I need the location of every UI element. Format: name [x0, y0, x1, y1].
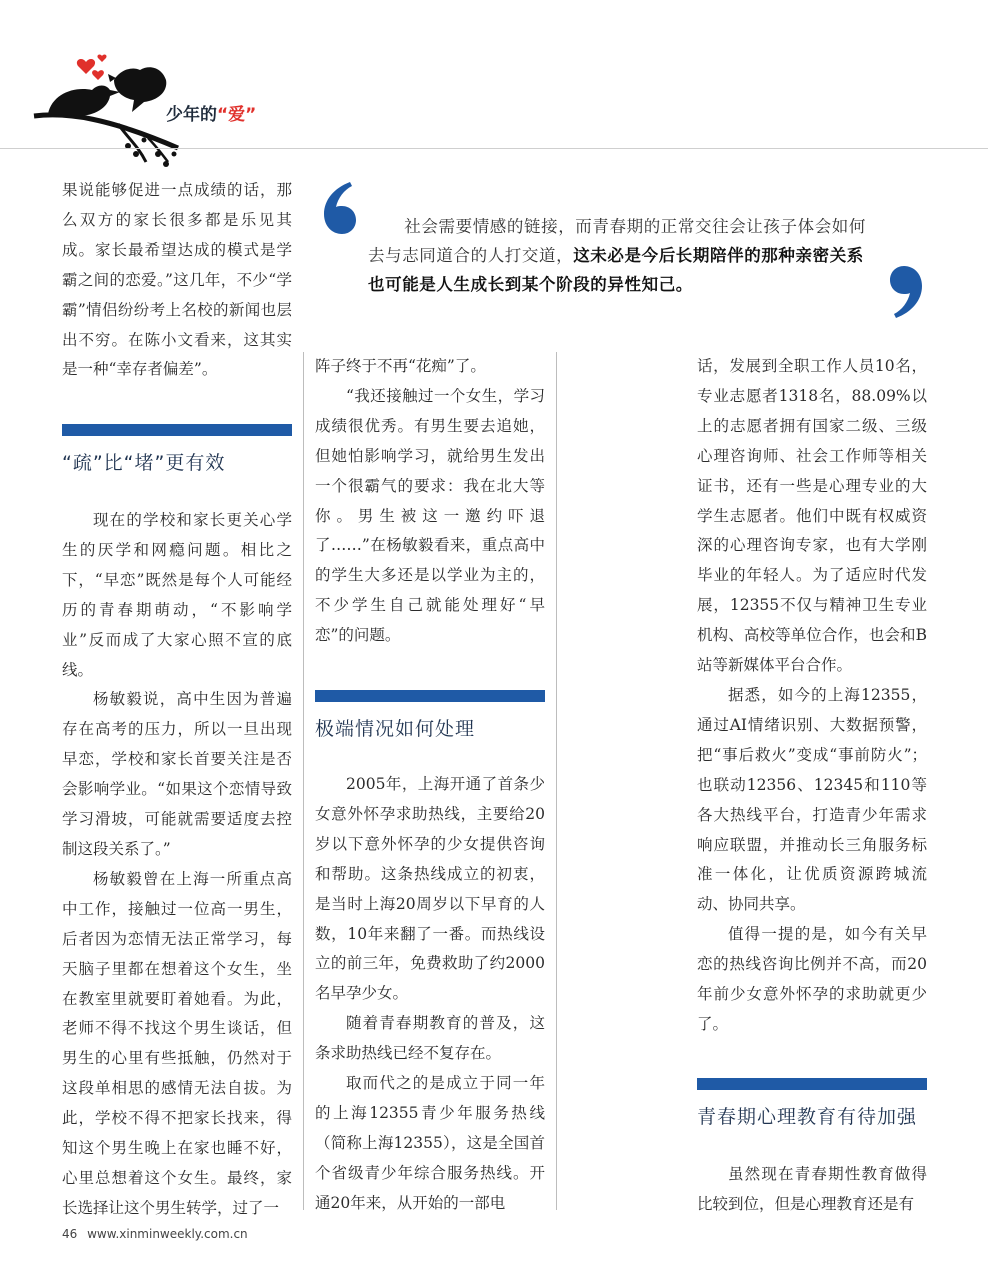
heading-bar — [62, 424, 292, 436]
column-3-body — [697, 1160, 927, 1220]
column-1-top — [62, 176, 292, 385]
section-heading: 极端情况如何处理 — [315, 718, 476, 740]
paragraph: 2005年，上海开通了首条少女意外怀孕求助热线，主要给20岁以下意外怀孕的少女提供咨询和帮助。这条热线成立的初衷，是当时上海20周岁以下早育的人数，10年来翻了一番。而热线设立的前三年，免费救助了约2000名早孕少女。 — [315, 775, 545, 1003]
column-2-top — [315, 352, 545, 651]
paragraph: 现在的学校和家长更关心学生的厌学和网瘾问题。相比之下，“早恋”既然是每个人可能经历的青春期萌动，“不影响学业”反而成了大家心照不宣的底线。 — [62, 511, 292, 679]
paragraph: 值得一提的是，如今有关早恋的热线咨询比例并不高，而20年前少女意外怀孕的求助就更少了。 — [697, 925, 927, 1033]
column-2-body — [315, 770, 545, 1219]
paragraph: 杨敏毅说，高中生因为普遍存在高考的压力，所以一旦出现早恋，学校和家长首要关注是否会影响学业。“如果这个恋情导致学习滑坡，可能就需要适度去控制这段关系了。” — [62, 690, 292, 858]
paragraph: 据悉，如今的上海12355，通过AI情绪识别、大数据预警，把“事后救火”变成“事前防火”；也联动12356、12345和110等各大热线平台，打造青少年需求响应联盟，并推动长三角服务标准一体化，让优质资源跨城流动、协同共享。 — [697, 685, 927, 914]
page-number: 46 — [62, 1227, 78, 1241]
pull-quote — [368, 212, 878, 299]
paragraph: 虽然现在青春期性教育做得比较到位，但是心理教育还是有 — [697, 1165, 927, 1213]
column-3-top — [697, 352, 927, 1040]
paragraph: 取而代之的是成立于同一年的上海12355青少年服务热线（简称上海12355），这是全国首个省级青少年综合服务热线。开通20年来，从开始的一部电 — [315, 1074, 545, 1212]
close-quote-icon — [888, 262, 928, 322]
paragraph: 话，发展到全职工作人员10名，专业志愿者1318名，88.09%以上的志愿者拥有国家二级、三级心理咨询师、社会工作师等相关证书，还有一些是心理专业的大学生志愿者。他们中既有权威资深的心理咨询专家，也有大学刚毕业的年轻人。为了适应时代发展，12355不仅与精神卫生专业机构、高校等单位合作，也会和B站等新媒体平台合作。 — [697, 357, 927, 675]
column-divider — [556, 352, 557, 1210]
paragraph: 杨敏毅曾在上海一所重点高中工作，接触过一位高一男生，后者因为恋情无法正常学习，每天脑子里都在想着这个女生，坐在教室里就要盯着她看。为此，老师不得不找这个男生谈话，但男生的心里有些抵触，仍然对于这段单相思的感情无法自拔。为此，学校不得不把家长找来，得知这个男生晚上在家也睡不好，心里总想着这个女生。最终，家长选择让这个男生转学，过了一 — [62, 869, 292, 1217]
pull-quote-bold: 这未必是今后长期陪伴的那种亲密关系也可能是人生成长到某个阶段的异性知己。 — [368, 246, 864, 294]
column-divider — [303, 352, 304, 1210]
paragraph: “我还接触过一个女生，学习成绩很优秀。有男生要去追她，但她怕影响学习，就给男生发出一个很霸气的要求：我在北大等你。男生被这一邀约吓退了……”在杨敏毅看来，重点高中的学生大多还是以学业为主的，不少学生自己就能处理好“早恋”的问题。 — [315, 386, 545, 645]
column-1-body — [62, 506, 292, 1224]
paragraph: 果说能够促进一点成绩的话，那么双方的家长很多都是乐见其成。家长最希望达成的模式是学霸之间的恋爱。”这几年，不少“学霸”情侣纷纷考上名校的新闻也层出不穷。在陈小文看来，这其实是一种“幸存者偏差”。 — [62, 181, 292, 379]
section-label: 少年的“爱” — [166, 105, 257, 125]
paragraph: 阵子终于不再“花痴”了。 — [315, 357, 486, 375]
heading-bar — [697, 1078, 927, 1090]
paragraph: 随着青春期教育的普及，这条求助热线已经不复存在。 — [315, 1014, 545, 1063]
website-url: www.xinminweekly.com.cn — [87, 1227, 248, 1241]
open-quote-icon — [318, 178, 358, 238]
header-divider — [0, 148, 988, 149]
heading-bar — [315, 690, 545, 702]
section-heading: “疏”比“堵”更有效 — [62, 452, 226, 474]
section-heading: 青春期心理教育有待加强 — [697, 1106, 918, 1128]
pull-quote-normal: 社会需要情感的链接，而青春期的正常交往会让孩子体会如何去与志同道合的人打交道， — [368, 217, 866, 265]
page-footer — [62, 1227, 248, 1241]
birds-on-branch-icon — [28, 50, 188, 170]
